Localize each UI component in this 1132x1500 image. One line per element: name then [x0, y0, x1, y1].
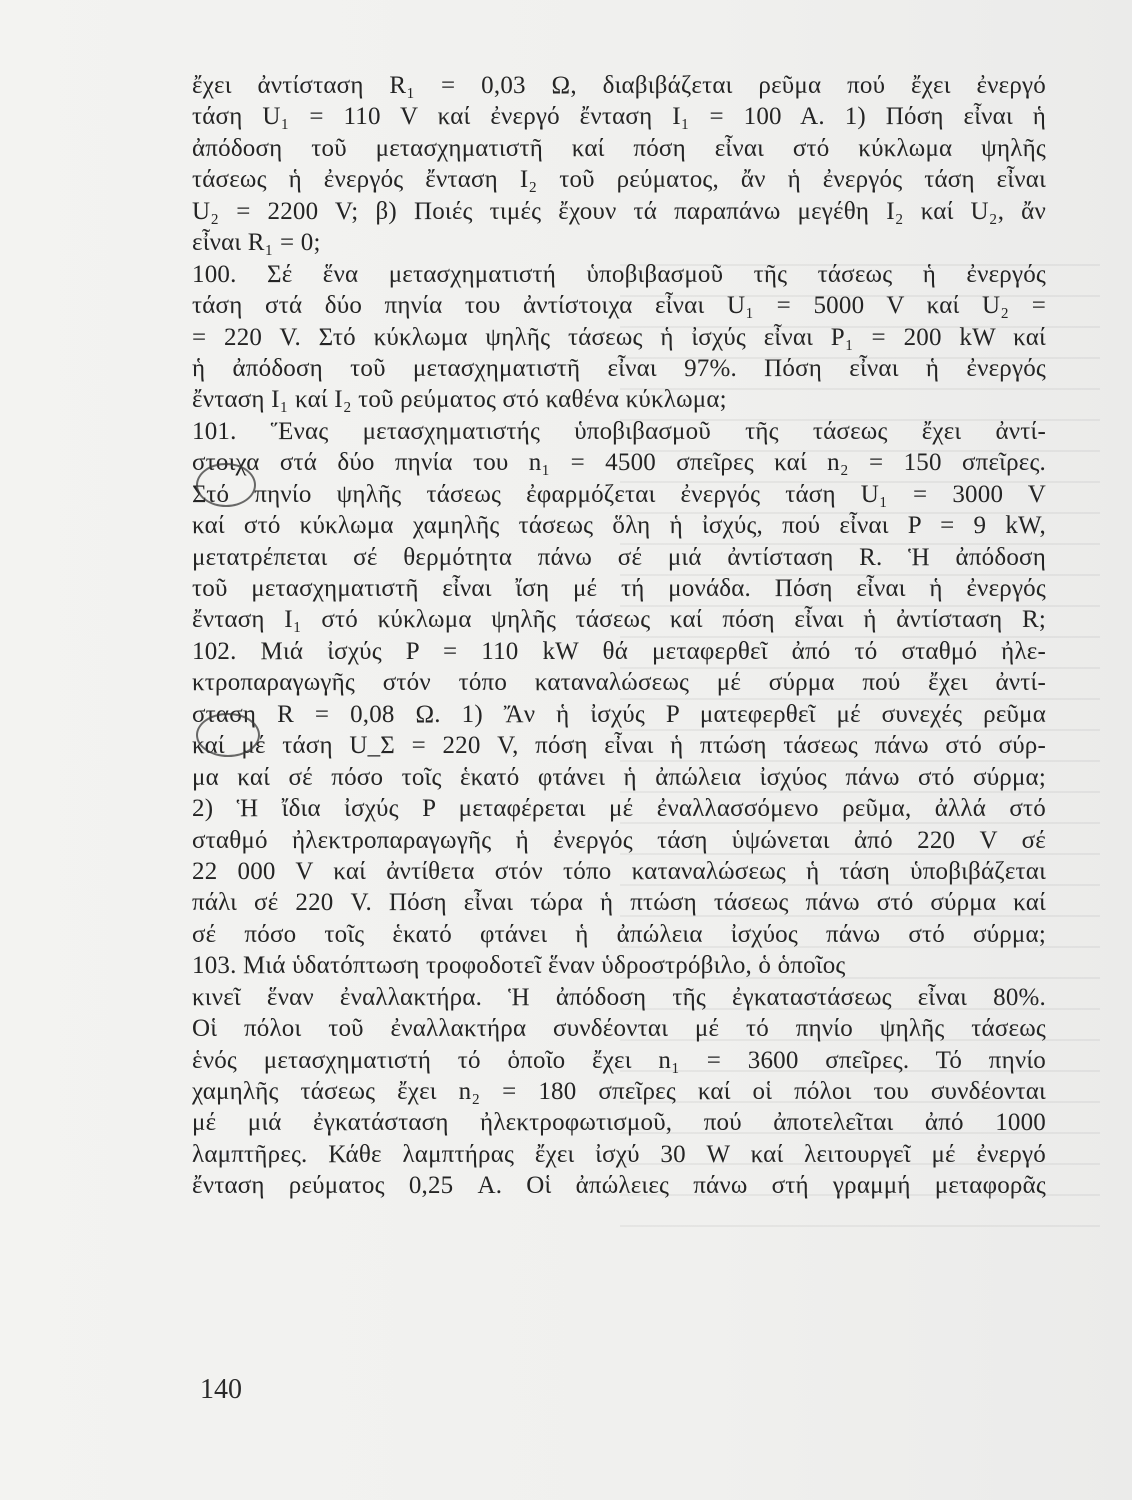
text-line: ἀπόδοση τοῦ μετασχηματιστῆ καί πόση εἶναι στό κύκλωμα ψηλῆς: [192, 134, 1046, 162]
text-line: στοιχα στά δύο πηνία του n₁ = 4500 σπεῖρες καί n₂ = 150 σπεῖρες.: [192, 449, 1046, 477]
text-line: τάση U₁ = 110 V καί ἐνεργό ἔνταση I₁ = 100 A. 1) Πόση εἶναι ἡ: [192, 103, 1046, 131]
text-line: τάσεως ἡ ἐνεργός ἔνταση I₂ τοῦ ρεύματος, ἄν ἡ ἐνεργός τάση εἶναι: [192, 166, 1046, 194]
text-line: 2) Ἡ ἴδια ἰσχύς P μεταφέρεται μέ ἐναλλασσόμενο ρεῦμα, ἀλλά στό: [192, 795, 1046, 823]
text-line: σταθμό ἠλεκτροπαραγωγῆς ἡ ἐνεργός τάση ὑψώνεται ἀπό 220 V σέ: [192, 826, 1046, 854]
text-line: 103. Μιά ὑδατόπτωση τροφοδοτεῖ ἕναν ὑδροστρόβιλο, ὁ ὁποῖος: [192, 952, 846, 980]
text-line: τοῦ μετασχηματιστῆ εἶναι ἴση μέ τή μονάδα. Πόση εἶναι ἡ ἐνεργός: [192, 575, 1046, 602]
text-line: U₂ = 2200 V; β) Ποιές τιμές ἔχουν τά παραπάνω μεγέθη I₂ καί U₂, ἄν: [192, 197, 1046, 225]
text-line: καί μέ τάση U_Σ = 220 V, πόση εἶναι ἡ πτώση τάσεως πάνω στό σύρ-: [192, 732, 1046, 760]
text-line: χαμηλῆς τάσεως ἔχει n₂ = 180 σπεῖρες καί οἱ πόλοι του συνδέονται: [192, 1078, 1046, 1105]
text-line: μα καί σέ πόσο τοῖς ἑκατό φτάνει ἡ ἀπώλεια ἰσχύος πάνω στό σύρμα;: [192, 763, 1046, 791]
text-line: Στό πηνίο ψηλῆς τάσεως ἐφαρμόζεται ἐνεργός τάση U₁ = 3000 V: [192, 480, 1046, 508]
page-number: 140: [200, 1374, 242, 1405]
text-line: ἑνός μετασχηματιστή τό ὁποῖο ἔχει n₁ = 3600 σπεῖρες. Τό πηνίο: [192, 1046, 1046, 1074]
text-line: ἡ ἀπόδοση τοῦ μετασχηματιστῆ εἶναι 97%. Πόση εἶναι ἡ ἐνεργός: [192, 354, 1046, 382]
text-line: [192, 1202, 1046, 1233]
text-line: ἔχει ἀντίσταση R₁ = 0,03 Ω, διαβιβάζεται ρεῦμα πού ἔχει ἐνεργό: [192, 72, 1046, 99]
text-line: λαμπτῆρες. Κάθε λαμπτήρας ἔχει ἰσχύ 30 W καί λειτουργεῖ μέ ἐνεργό: [192, 1140, 1046, 1168]
text-line: μέ μιά ἐγκατάσταση ἠλεκτροφωτισμοῦ, πού ἀποτελεῖται ἀπό 1000: [192, 1109, 1046, 1137]
text-line: 102. Μιά ἰσχύς P = 110 kW θά μεταφερθεῖ ἀπό τό σταθμό ἠλε-: [192, 637, 1046, 665]
text-line: κινεῖ ἕναν ἐναλλακτήρα. Ἡ ἀπόδοση τῆς ἐγκαταστάσεως εἶναι 80%.: [192, 983, 1046, 1011]
text-line: πάλι σέ 220 V. Πόση εἶναι τώρα ἡ πτώση τάσεως πάνω στό σύρμα καί: [192, 889, 1046, 917]
text-line: καί στό κύκλωμα χαμηλῆς τάσεως ὅλη ἡ ἰσχύς, πού εἶναι P = 9 kW,: [192, 512, 1046, 540]
text-line: κτροπαραγωγῆς στόν τόπο καταναλώσεως μέ σύρμα πού ἔχει ἀντί-: [192, 669, 1046, 697]
text-line: = 220 V. Στό κύκλωμα ψηλῆς τάσεως ἡ ἰσχύς εἶναι P₁ = 200 kW καί: [192, 323, 1046, 351]
text-line: 101. Ἕνας μετασχηματιστής ὑποβιβασμοῦ τῆς τάσεως ἔχει ἀντί-: [192, 417, 1046, 445]
text-line: Οἱ πόλοι τοῦ ἐναλλακτήρα συνδέονται μέ τό πηνίο ψηλῆς τάσεως: [192, 1015, 1046, 1043]
text-line: σέ πόσο τοῖς ἑκατό φτάνει ἡ ἀπώλεια ἰσχύος πάνω στό σύρμα;: [192, 920, 1046, 948]
text-line: μετατρέπεται σέ θερμότητα πάνω σέ μιά ἀντίσταση R. Ἡ ἀπόδοση: [192, 543, 1046, 571]
text-line: τάση στά δύο πηνία του ἀντίστοιχα εἶναι U₁ = 5000 V καί U₂ =: [192, 292, 1046, 320]
handwritten-circle-102: [196, 713, 260, 757]
text-line: εἶναι R₁ = 0;: [192, 229, 321, 257]
text-line: ἔνταση I₁ στό κύκλωμα ψηλῆς τάσεως καί πόση εἶναι ἡ ἀντίσταση R;: [192, 606, 1046, 634]
body-text: [192, 70, 1046, 1233]
text-line: ἔνταση ρεύματος 0,25 A. Οἱ ἀπώλειες πάνω στή γραμμή μεταφορᾶς: [192, 1172, 1046, 1200]
text-line: 100. Σέ ἕνα μετασχηματιστή ὑποβιβασμοῦ τῆς τάσεως ἡ ἐνεργός: [192, 260, 1046, 288]
text-line: 22 000 V καί ἀντίθετα στόν τόπο καταναλώσεως ἡ τάση ὑποβιβάζεται: [192, 857, 1046, 885]
text-line: ἔνταση I₁ καί I₂ τοῦ ρεύματος στό καθένα κύκλωμα;: [192, 386, 727, 414]
handwritten-circle-101: [196, 463, 256, 507]
text-line: σταση R = 0,08 Ω. 1) Ἄν ἡ ἰσχύς P ματεφερθεῖ μέ συνεχές ρεῦμα: [192, 700, 1046, 728]
